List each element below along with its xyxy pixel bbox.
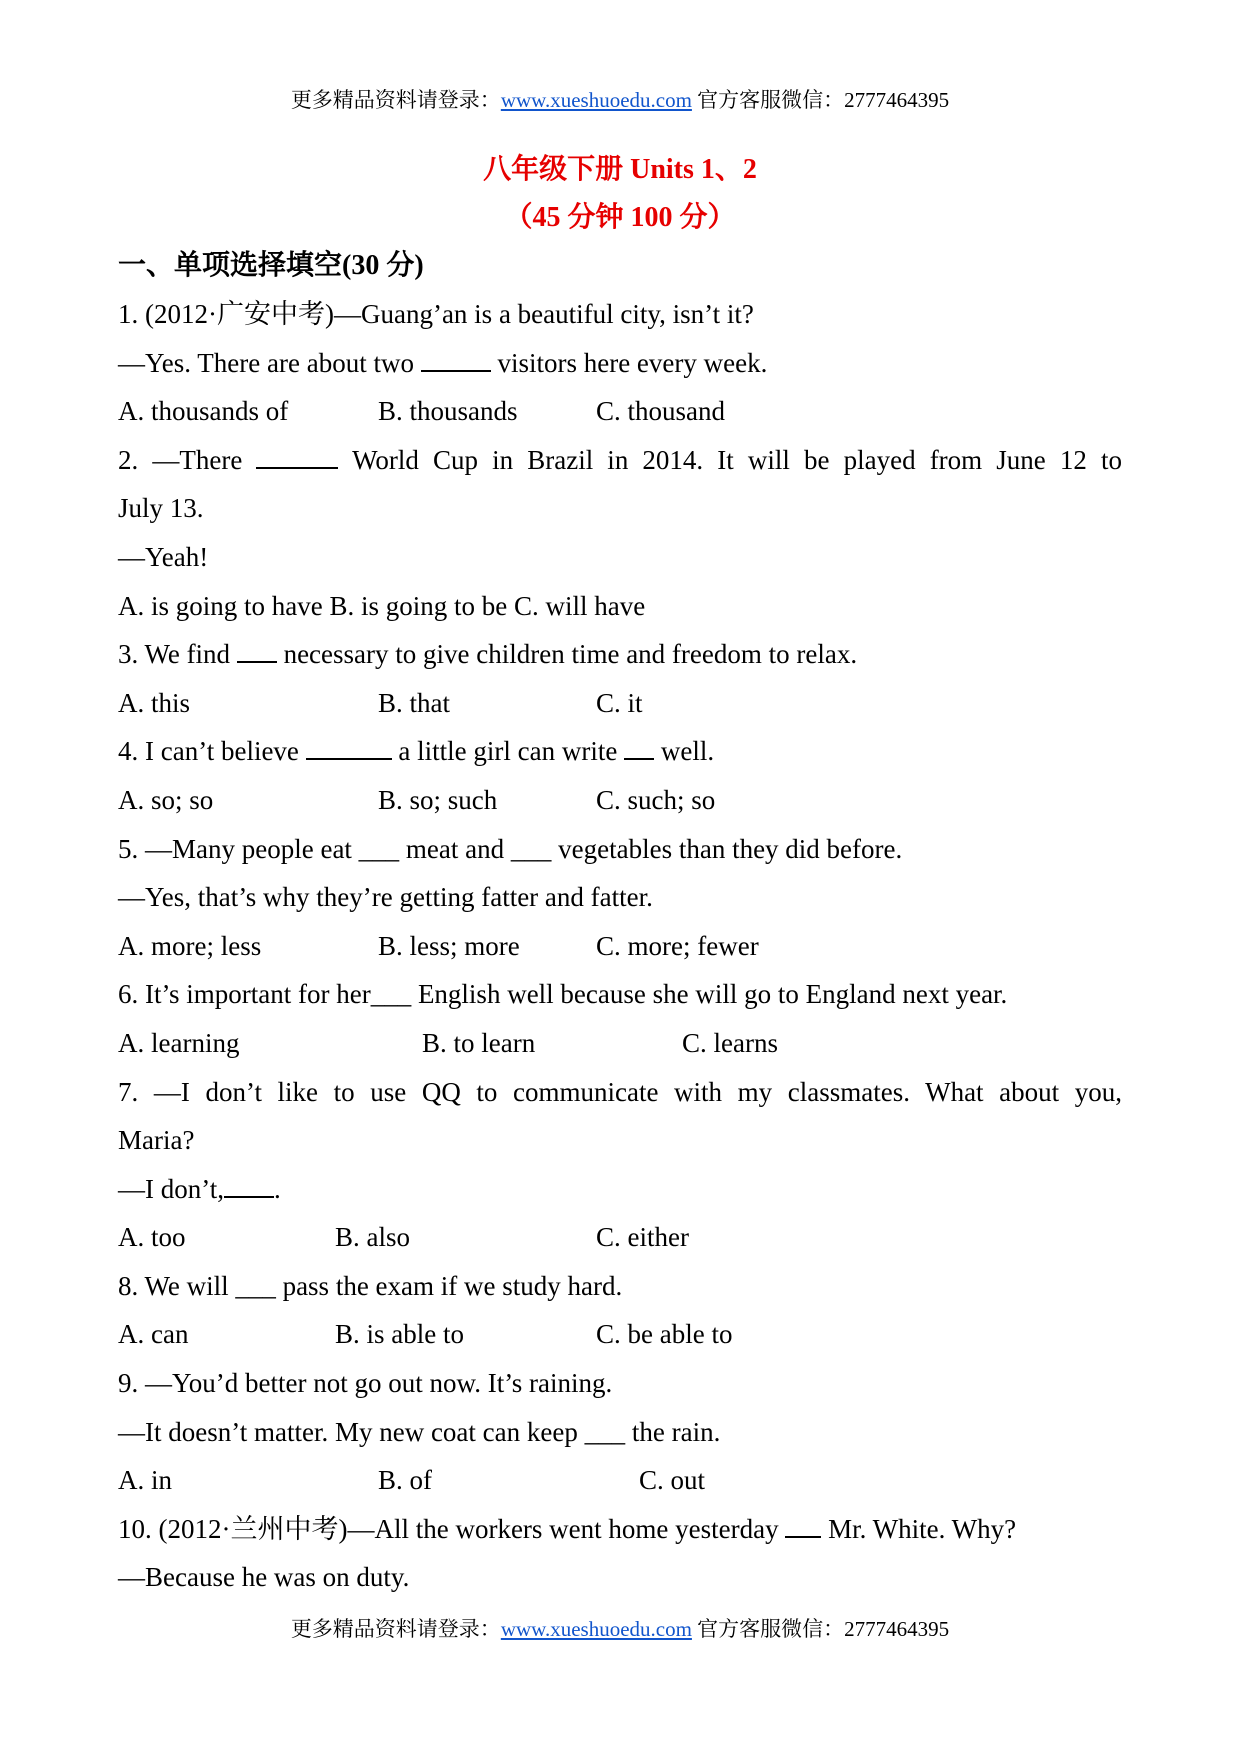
option-a: A. can [118,1319,189,1350]
question-2-stem-cont: July 13. [118,493,204,524]
question-9-reply: —It doesn’t matter. My new coat can keep ___ the rain. [118,1416,721,1447]
question-7-stem: 7. —I don’t like to use QQ to communicate with my classmates. What about you, [118,1076,1122,1107]
answer-blank [237,639,277,663]
question-1-dialog: —Yes. There are about two visitors here every week. [118,347,768,378]
answer-blank [256,445,338,469]
option-b: B. is able to [335,1319,464,1350]
option-c: C. it [596,687,643,718]
option-b: B. thousands [378,396,518,427]
option-a: A. more; less [118,930,262,961]
option-c: C. more; fewer [596,930,759,961]
option-b: B. also [335,1222,411,1253]
page-header [0,86,1240,114]
option-c: C. either [596,1222,689,1253]
question-1-options [118,387,1122,436]
option-a: A. so; so [118,784,214,815]
footer-prefix: 更多精品资料请登录： [290,1617,501,1641]
option-b: B. less; more [378,930,520,961]
option-a: A. thousands of [118,396,289,427]
worksheet-title: 八年级下册 Units 1、2 [483,154,757,185]
question-8-options [118,1310,1122,1359]
option-a: A. this [118,687,191,718]
worksheet-subtitle: （45 分钟 100 分） [504,202,736,233]
question-8-stem: 8. We will ___ pass the exam if we study hard. [118,1270,623,1301]
option-b: B. to learn [422,1027,536,1058]
option-c: C. thousand [596,396,726,427]
question-10-stem: 10. (2012·兰州中考)—All the workers went home yesterday Mr. White. Why? [118,1513,1017,1544]
question-3-options [118,679,1122,728]
question-7-options [118,1213,1122,1262]
question-5-reply: —Yes, that’s why they’re getting fatter and fatter. [118,882,653,913]
header-link[interactable]: www.xueshuoedu.com [500,88,692,112]
worksheet-content [118,146,1122,1602]
question-7-stem-cont: Maria? [118,1125,195,1156]
option-c: C. out [639,1465,706,1496]
answer-blank [785,1514,821,1538]
option-c: C. learns [682,1027,778,1058]
page-footer [0,1615,1240,1643]
option-a: A. in [118,1465,172,1496]
answer-blank [306,736,392,760]
question-5-options [118,922,1122,971]
header-suffix: 官方客服微信：2777464395 [691,88,950,112]
question-6-stem: 6. It’s important for her___ English well because she will go to England next year. [118,979,1008,1010]
option-a: A. learning [118,1027,240,1058]
option-b: B. of [378,1465,432,1496]
question-9-stem: 9. —You’d better not go out now. It’s raining. [118,1368,613,1399]
question-7-reply: —I don’t, . [118,1173,281,1204]
option-b: B. that [378,687,450,718]
question-2-options: A. is going to have B. is going to be C. will have [118,590,646,621]
question-9-options [118,1456,1122,1505]
question-6-options [118,1019,1122,1068]
answer-blank [624,736,654,760]
answer-blank [224,1174,274,1198]
answer-blank [421,348,491,372]
header-prefix: 更多精品资料请登录： [290,88,501,112]
question-5-stem: 5. —Many people eat ___ meat and ___ vegetables than they did before. [118,833,903,864]
footer-link[interactable]: www.xueshuoedu.com [500,1617,692,1641]
question-10-reply: —Because he was on duty. [118,1562,410,1593]
option-a: A. too [118,1222,186,1253]
option-c: C. be able to [596,1319,733,1350]
section-heading: 一、单项选择填空(30 分) [118,250,424,281]
question-2-stem: 2. —There World Cup in Brazil in 2014. It will be played from June 12 to [118,444,1123,475]
question-1-stem: 1. (2012·广安中考)—Guang’an is a beautiful city, isn’t it? [118,299,754,329]
question-2-reply: —Yeah! [118,541,209,572]
question-4-options [118,776,1122,825]
question-4-stem: 4. I can’t believe a little girl can write well. [118,736,715,767]
option-b: B. so; such [378,784,498,815]
question-3-stem: 3. We find necessary to give children time and freedom to relax. [118,639,858,670]
option-c: C. such; so [596,784,716,815]
footer-suffix: 官方客服微信：2777464395 [691,1617,950,1641]
